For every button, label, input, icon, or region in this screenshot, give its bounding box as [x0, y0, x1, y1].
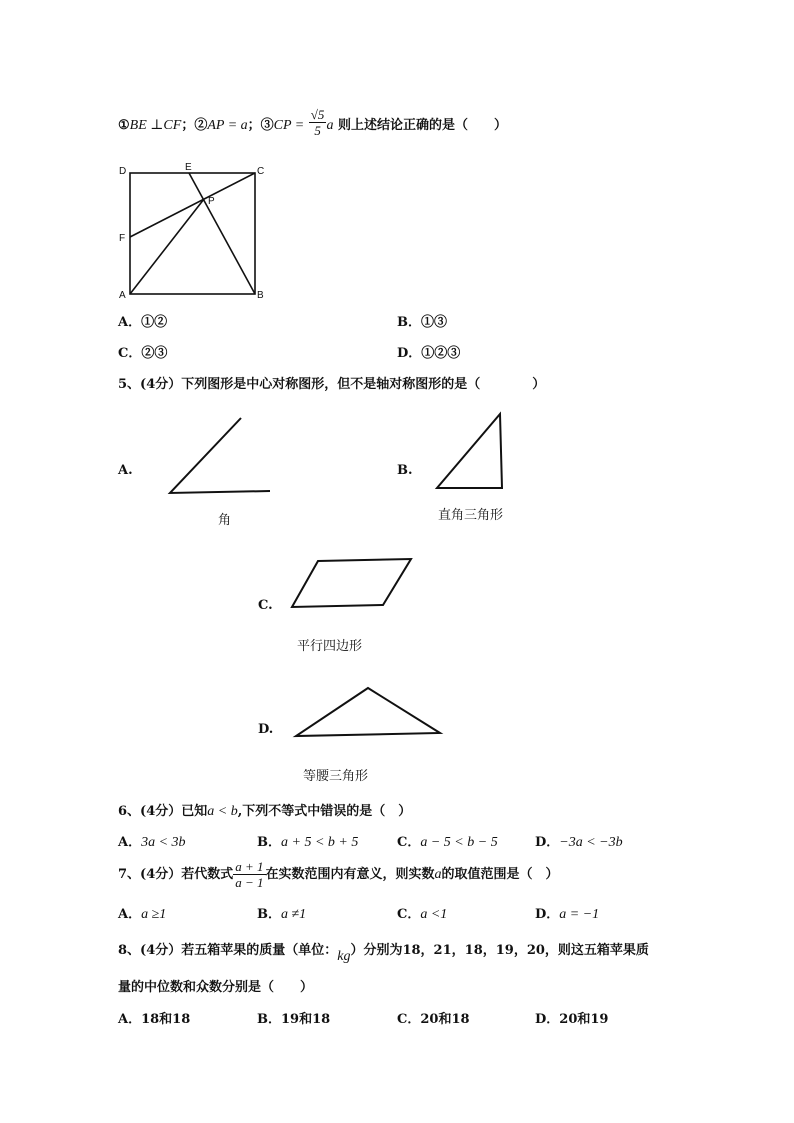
q7-stem-post: 的取值范围是（ ） — [441, 867, 559, 882]
q4-option-d[interactable]: D．①②③ — [397, 346, 461, 361]
q5-option-b-label[interactable]: B. — [397, 463, 413, 478]
q6-option-a-math: 3a < 3b — [141, 835, 186, 850]
q6-option-b-math: a + 5 < b + 5 — [281, 835, 359, 850]
label-e: E — [185, 162, 192, 173]
segment-ap — [130, 199, 204, 294]
q8-option-d-label: D． — [535, 1012, 560, 1027]
q5-caption-b: 直角三角形 — [438, 508, 504, 523]
q6-option-a[interactable] — [118, 831, 186, 851]
q6-stem-post: ,下列不等式中错误的是（ ） — [237, 804, 412, 819]
q8-option-c-label: C． — [397, 1012, 421, 1027]
q6-stem — [118, 800, 411, 820]
q7-option-c[interactable] — [397, 903, 447, 923]
q8-option-a[interactable] — [118, 1008, 190, 1027]
q8-option-a-label: A． — [118, 1012, 142, 1027]
q6-option-d-math: −3a < −3b — [559, 835, 623, 850]
q4-claim-3-lhs: CP = — [273, 118, 305, 133]
q4-tail: 则上述结论正确的是（ ） — [337, 118, 507, 133]
q8-option-b-text: 19和18 — [281, 1012, 331, 1027]
q4-sep-1: ；② — [181, 118, 208, 133]
q5-option-c-label[interactable]: C. — [258, 598, 273, 613]
q5-stem: 5、(4分）下列图形是中心对称图形，但不是轴对称图形的是（ ） — [118, 377, 546, 392]
q8-stem-line-1 — [118, 938, 649, 964]
q8-stem-line-2: 量的中位数和众数分别是（ ） — [118, 980, 314, 995]
q7-stem-mid: 在实数范围内有意义，则实数 — [265, 867, 435, 882]
q8-option-c[interactable] — [397, 1008, 470, 1027]
q5-caption-c: 平行四边形 — [297, 639, 363, 654]
q6-option-c-math: a − 5 < b − 5 — [420, 835, 498, 850]
q5-isosceles-triangle-figure — [288, 682, 448, 742]
q4-option-b[interactable]: B．①③ — [397, 315, 447, 330]
label-b: B — [257, 290, 264, 301]
label-c: C — [257, 166, 265, 177]
q4-option-a[interactable]: A．①② — [118, 315, 168, 330]
q7-frac-den: a − 1 — [235, 875, 264, 890]
q7-option-a-label: A． — [118, 907, 142, 922]
label-a: A — [119, 290, 126, 301]
q6-stem-pre: 6、(4分）已知 — [118, 804, 208, 819]
q7-option-d-math: a = −1 — [559, 907, 600, 922]
label-d: D — [119, 166, 127, 177]
q7-frac-num: a + 1 — [235, 859, 264, 874]
q5-option-a-label[interactable]: A. — [118, 463, 133, 478]
q7-stem — [118, 856, 559, 894]
q7-stem-pre: 7、(4分）若代数式 — [118, 867, 234, 882]
q4-sep-2: ；③ — [247, 118, 274, 133]
q7-option-b-math: a ≠1 — [281, 907, 307, 922]
q7-option-a-math: a ≥1 — [141, 907, 167, 922]
q4-claim-2: AP = a — [207, 118, 248, 133]
q8-option-d-text: 20和19 — [559, 1012, 609, 1027]
q5-option-d-label[interactable]: D. — [258, 722, 274, 737]
q6-option-c[interactable] — [397, 831, 498, 851]
q5-caption-a: 角 — [218, 513, 232, 528]
q4-claim-3-a: a — [326, 118, 334, 133]
q7-option-b-label: B． — [257, 907, 281, 922]
q4-circle-1: ① — [118, 118, 130, 133]
q8-stem-pre: 8、(4分）若五箱苹果的质量（单位： — [118, 943, 338, 958]
q8-option-d[interactable] — [535, 1008, 608, 1027]
q7-fraction — [233, 859, 265, 890]
q5-right-triangle-figure — [430, 408, 515, 498]
q8-unit: kg — [337, 949, 351, 964]
q5-caption-d: 等腰三角形 — [303, 769, 369, 784]
q6-option-d-label: D． — [535, 835, 560, 850]
segment-be — [189, 173, 255, 294]
q5-angle-figure — [160, 410, 280, 505]
q8-option-a-text: 18和18 — [141, 1012, 191, 1027]
q6-option-c-label: C． — [397, 835, 421, 850]
q7-stem-var: a — [434, 867, 442, 882]
q8-option-b[interactable] — [257, 1008, 330, 1027]
q7-option-d[interactable] — [535, 903, 599, 923]
q8-option-c-text: 20和18 — [420, 1012, 470, 1027]
q6-option-d[interactable] — [535, 831, 623, 851]
q4-statement — [118, 107, 507, 153]
q7-option-d-label: D． — [535, 907, 560, 922]
q8-stem-post: ）分别为18，21，18，19，20，则这五箱苹果质 — [350, 943, 649, 958]
square-abcd — [130, 173, 255, 294]
q4-claim-1: BE ⊥CF — [129, 118, 182, 133]
q8-option-b-label: B． — [257, 1012, 281, 1027]
q4-frac-num: √5 — [310, 107, 325, 122]
q4-claim-3-fraction — [309, 107, 327, 138]
label-p: P — [208, 196, 215, 207]
q6-option-b[interactable] — [257, 831, 358, 851]
label-f: F — [119, 233, 126, 244]
q6-option-a-label: A． — [118, 835, 142, 850]
q4-frac-den: 5 — [314, 123, 321, 138]
q5-parallelogram-figure — [285, 553, 420, 613]
q6-stem-math: a < b — [207, 804, 238, 819]
q4-option-c[interactable]: C．②③ — [118, 346, 168, 361]
q6-option-b-label: B． — [257, 835, 281, 850]
q7-option-b[interactable] — [257, 903, 306, 923]
q7-option-c-math: a <1 — [420, 907, 448, 922]
q7-option-c-label: C． — [397, 907, 421, 922]
q7-option-a[interactable] — [118, 903, 166, 923]
q4-square-figure — [115, 160, 270, 305]
segment-cf — [130, 173, 255, 237]
